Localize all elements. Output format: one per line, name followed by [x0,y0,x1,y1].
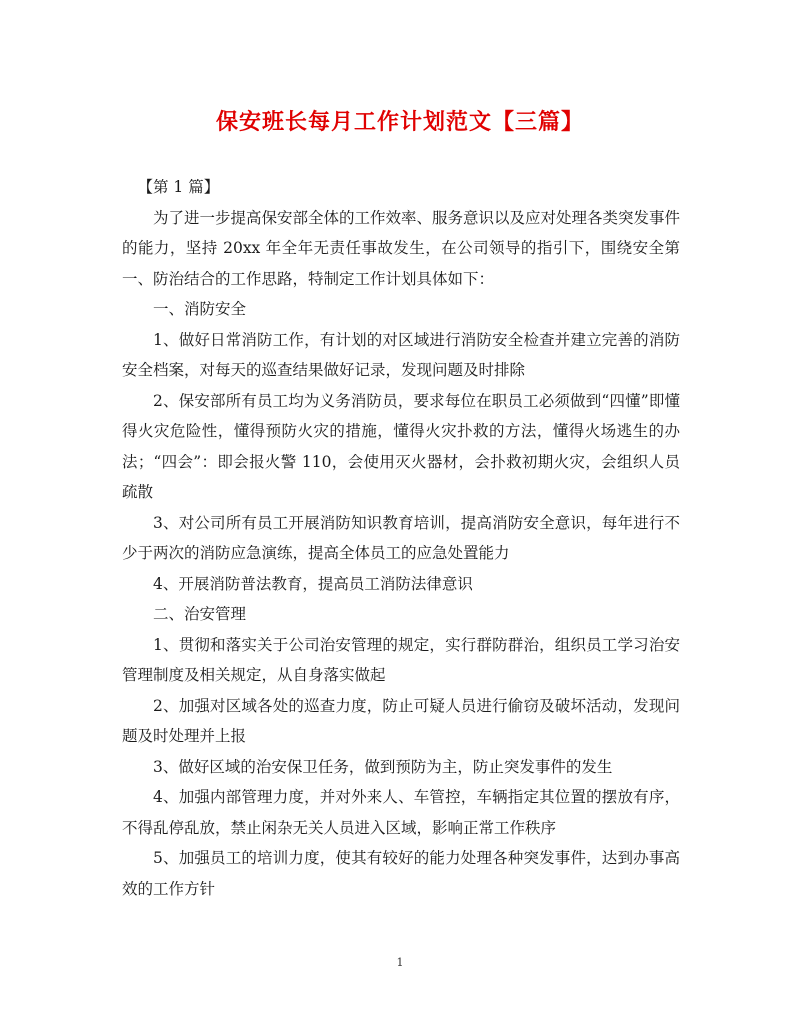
paragraph-security-4: 4、加强内部管理力度，并对外来人、车管控，车辆指定其位置的摆放有序，不得乱停乱放，禁止闲杂无关人员进入区域，影响正常工作秩序 [122,788,680,837]
paragraph-security-5: 5、加强员工的培训力度，使其有较好的能力处理各种突发事件，达到办事高效的工作方针 [122,849,680,898]
section-label: 【第 1 篇】 [137,178,220,196]
paragraph-intro: 为了进一步提高保安部全体的工作效率、服务意识以及应对处理各类突发事件的能力，坚持 20xx 年全年无责任事故发生，在公司领导的指引下，围绕安全第一、防治结合的工作思路，特制定工作计划具体如下： [122,208,681,288]
paragraph-fire-3: 3、对公司所有员工开展消防知识教育培训，提高消防安全意识，每年进行不少于两次的消防应急演练，提高全体员工的应急处置能力 [122,513,680,562]
paragraph-fire-4: 4、开展消防普法教育，提高员工消防法律意识 [153,574,473,593]
paragraph-fire-2: 2、保安部所有员工均为义务消防员，要求每位在职员工必须做到“四懂”即懂得火灾危险性，懂得预防火灾的措施，懂得火灾扑救的方法，懂得火场逃生的办法；“四会”：即会报火警 110，会使用灭火器材，会扑救初期火灾，会组织人员疏散 [122,391,680,501]
paragraph-security-3: 3、做好区域的治安保卫任务，做到预防为主，防止突发事件的发生 [153,757,613,776]
heading-fire-safety: 一、消防安全 [153,300,247,318]
document-title: 保安班长每月工作计划范文【三篇】 [215,109,584,135]
heading-public-security: 二、治安管理 [153,605,247,623]
paragraph-security-1: 1、贯彻和落实关于公司治安管理的规定，实行群防群治，组织员工学习治安管理制度及相关规定，从自身落实做起 [122,635,680,684]
page-number: 1 [396,956,404,969]
paragraph-security-2: 2、加强对区域各处的巡查力度，防止可疑人员进行偷窃及破坏活动，发现问题及时处理并上报 [122,696,680,745]
document-body [122,172,680,904]
paragraph-fire-1: 1、做好日常消防工作，有计划的对区域进行消防安全检查并建立完善的消防安全档案，对每天的巡查结果做好记录，发现问题及时排除 [122,330,680,379]
